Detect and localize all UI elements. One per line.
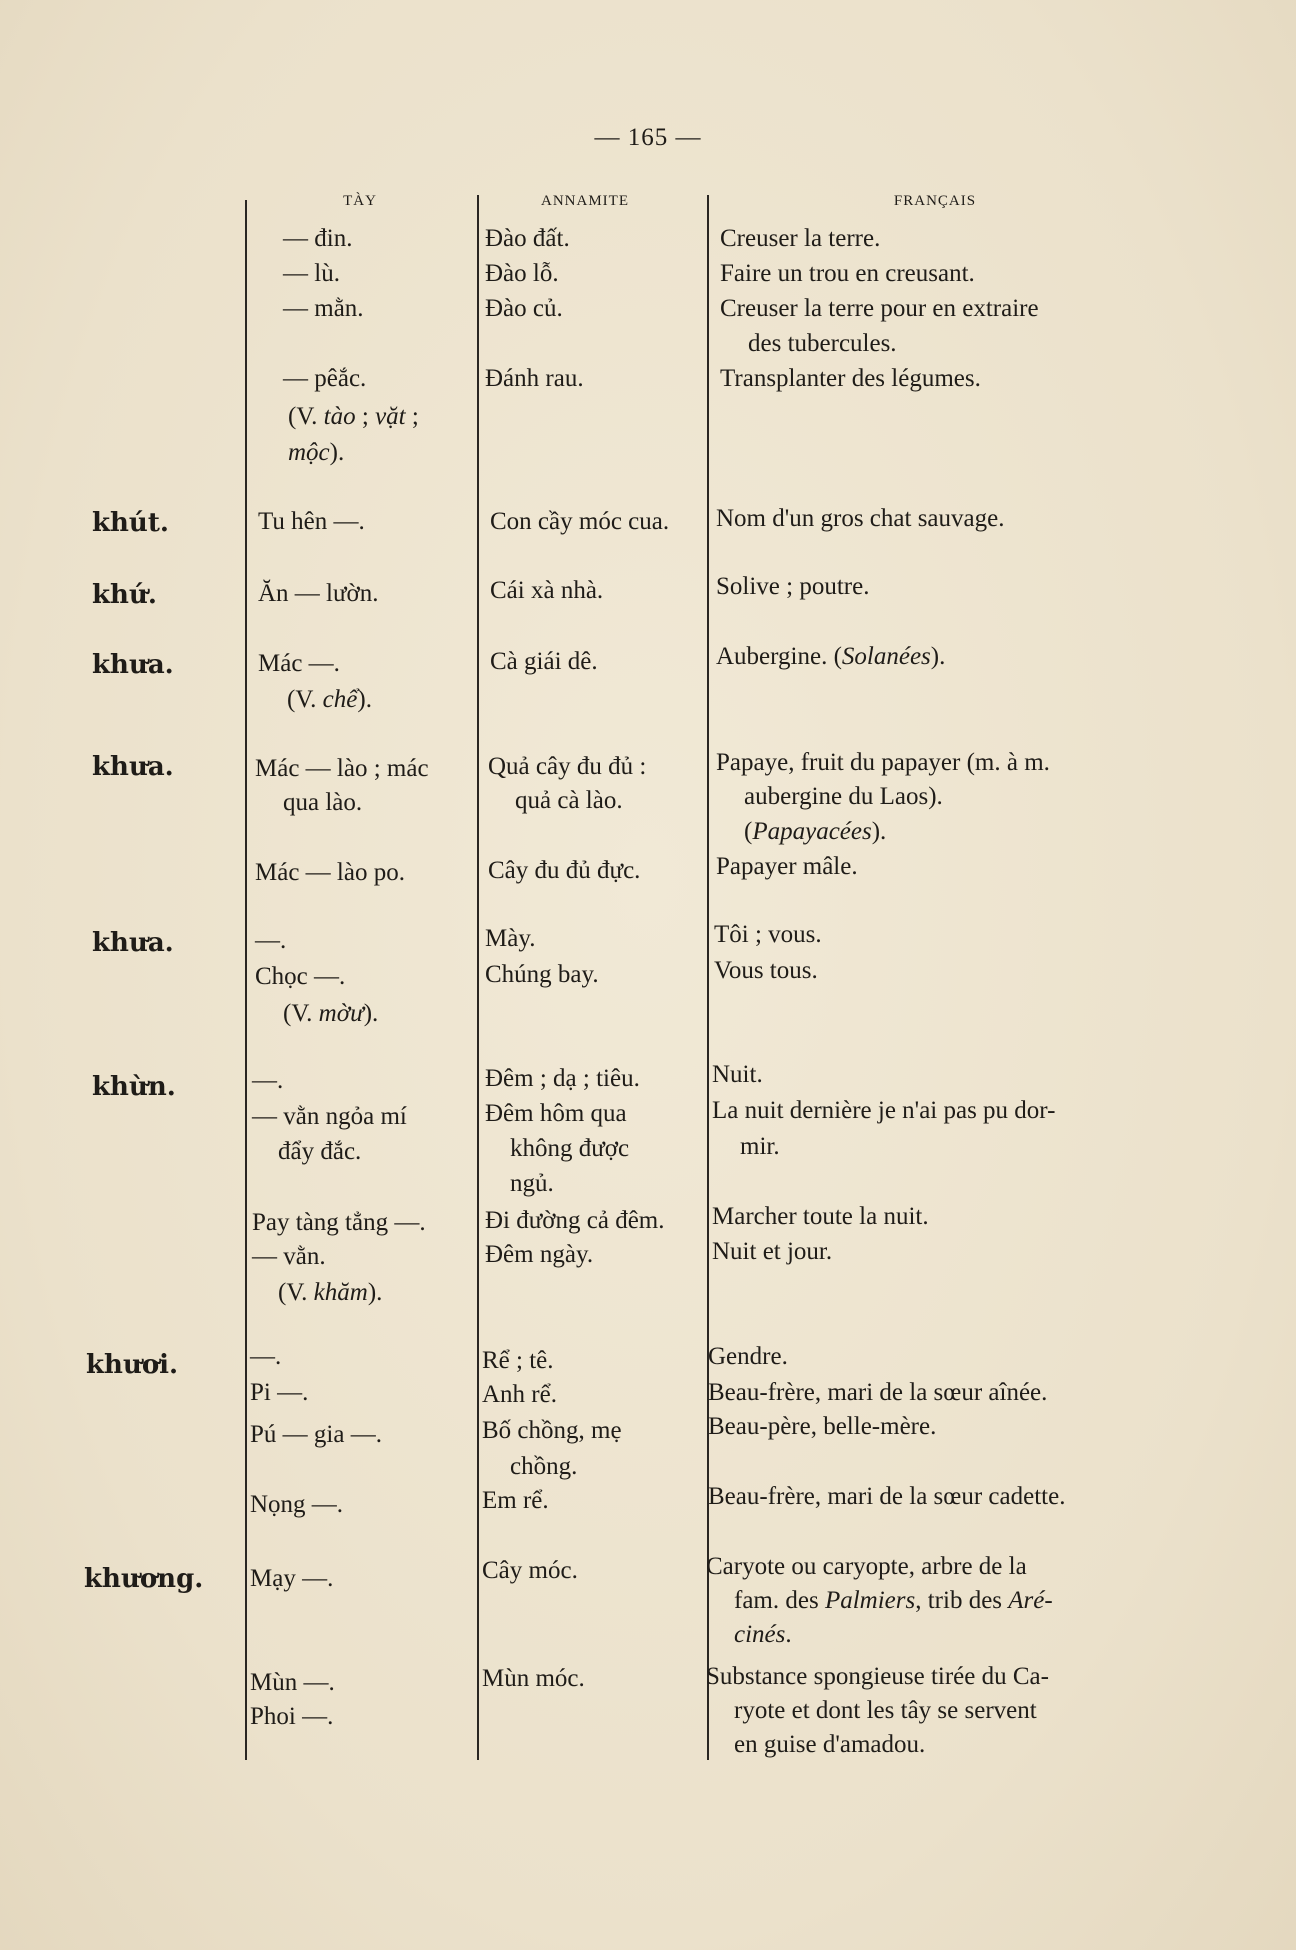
francais-line: Caryote ou caryopte, arbre de la <box>706 1553 1027 1580</box>
annamite-line: Đào lỗ. <box>485 260 559 287</box>
francais-line: Nom d'un gros chat sauvage. <box>716 505 1005 532</box>
headword: khứ. <box>92 580 157 610</box>
tay-line: Nọng —. <box>250 1491 344 1518</box>
tay-line: —. <box>250 1343 282 1370</box>
annamite-line: Đêm ; dạ ; tiêu. <box>485 1065 640 1092</box>
francais-line: Faire un trou en creusant. <box>720 260 975 287</box>
francais-line: mir. <box>740 1133 780 1160</box>
annamite-line: Đi đường cả đêm. <box>485 1207 665 1234</box>
tay-line: Mùn —. <box>250 1669 335 1696</box>
annamite-line: Đêm hôm qua <box>485 1100 627 1127</box>
francais-line: Creuser la terre. <box>720 225 881 252</box>
francais-line: (Papayacées). <box>744 818 887 845</box>
tay-line: Chọc —. <box>255 963 346 990</box>
annamite-line: Đêm ngày. <box>485 1241 594 1268</box>
francais-line: Beau-frère, mari de la sœur cadette. <box>708 1483 1066 1510</box>
francais-line: aubergine du Laos). <box>744 783 943 810</box>
headword: khưa. <box>92 752 174 782</box>
tay-line: Pi —. <box>250 1379 309 1406</box>
tay-line: — vằn ngỏa mí <box>252 1103 407 1130</box>
francais-line: Vous tous. <box>714 957 818 984</box>
francais-line: Gendre. <box>708 1343 788 1370</box>
annamite-line: Rể ; tê. <box>482 1347 554 1374</box>
francais-line: Transplanter des légumes. <box>720 365 981 392</box>
tay-line: — mằn. <box>283 295 364 322</box>
headword: khưa. <box>92 650 174 680</box>
tay-line: — đin. <box>283 225 353 252</box>
francais-line: Aubergine. (Solanées). <box>716 643 946 670</box>
annamite-line: Cây đu đủ đực. <box>488 857 641 884</box>
headword: khút. <box>92 508 169 538</box>
francais-line: Papayer mâle. <box>716 853 858 880</box>
column-rule-francais <box>707 195 709 1760</box>
annamite-line: không được <box>510 1135 630 1162</box>
annamite-line: Cây móc. <box>482 1557 578 1584</box>
annamite-line: chồng. <box>510 1453 578 1480</box>
francais-line: Solive ; poutre. <box>716 573 870 600</box>
headword: khưa. <box>92 928 174 958</box>
tay-line: Mác —. <box>258 650 340 677</box>
francais-line: Creuser la terre pour en extraire <box>720 295 1039 322</box>
tay-line: Phoi —. <box>250 1703 334 1730</box>
headword: khừn. <box>92 1072 176 1102</box>
francais-line: Nuit. <box>712 1061 763 1088</box>
annamite-line: Đánh rau. <box>485 365 584 392</box>
francais-line: cinés. <box>734 1621 792 1648</box>
francais-line: en guise d'amadou. <box>734 1731 926 1758</box>
headword: khươi. <box>86 1350 179 1380</box>
annamite-line: Con cầy móc cua. <box>490 508 670 535</box>
francais-line: des tubercules. <box>748 330 897 357</box>
francais-line: Nuit et jour. <box>712 1238 833 1265</box>
tay-line: mộc). <box>288 439 345 466</box>
francais-line: ryote et dont les tây se servent <box>734 1697 1037 1724</box>
tay-line: (V. tào ; vặt ; <box>288 403 419 430</box>
annamite-line: Quả cây đu đủ : <box>488 753 647 780</box>
annamite-line: Mùn móc. <box>482 1665 585 1692</box>
header-francais: FRANÇAIS <box>893 193 977 209</box>
page-number: — 165 — <box>594 124 702 151</box>
tay-line: —. <box>252 1067 284 1094</box>
francais-line: La nuit dernière je n'ai pas pu dor- <box>712 1097 1056 1124</box>
tay-line: qua lào. <box>283 789 363 816</box>
tay-line: (V. chể). <box>287 686 372 713</box>
annamite-line: Cái xà nhà. <box>490 577 604 604</box>
tay-line: Tu hên —. <box>258 508 365 535</box>
tay-line: —. <box>255 927 287 954</box>
tay-line: Mác — lào ; mác <box>255 755 429 782</box>
annamite-line: Cà giái dê. <box>490 648 598 675</box>
tay-line: (V. khăm). <box>278 1279 383 1306</box>
annamite-line: Anh rể. <box>482 1381 557 1408</box>
francais-line: Papaye, fruit du papayer (m. à m. <box>716 749 1050 776</box>
tay-line: Mạy —. <box>250 1565 334 1592</box>
francais-line: Tôi ; vous. <box>714 921 822 948</box>
annamite-line: Đào củ. <box>485 295 563 322</box>
annamite-line: ngủ. <box>510 1170 554 1197</box>
header-annamite: ANNAMITE <box>541 193 629 209</box>
tay-line: Mác — lào po. <box>255 859 405 886</box>
francais-line: Beau-père, belle-mère. <box>708 1413 937 1440</box>
francais-line: Beau-frère, mari de la sœur aînée. <box>708 1379 1048 1406</box>
annamite-line: Em rể. <box>482 1487 549 1514</box>
francais-line: fam. des Palmiers, trib des Aré- <box>734 1587 1053 1614</box>
tay-line: đẩy đắc. <box>278 1138 362 1165</box>
tay-line: (V. mờư). <box>283 1000 379 1027</box>
tay-line: — vằn. <box>252 1243 326 1270</box>
annamite-line: Đào đất. <box>485 225 570 252</box>
header-tay: TÀY <box>343 193 377 209</box>
annamite-line: quả cà lào. <box>515 787 623 814</box>
tay-line: — lù. <box>283 260 340 287</box>
francais-line: Substance spongieuse tirée du Ca- <box>706 1663 1049 1690</box>
headword: khương. <box>84 1564 204 1594</box>
column-rule-tay <box>245 200 247 1760</box>
column-rule-annamite <box>477 195 479 1760</box>
annamite-line: Bố chồng, mẹ <box>482 1417 622 1444</box>
tay-line: — pêắc. <box>283 365 367 392</box>
annamite-line: Mày. <box>485 925 536 952</box>
tay-line: Ăn — lườn. <box>258 580 379 607</box>
francais-line: Marcher toute la nuit. <box>712 1203 929 1230</box>
tay-line: Pú — gia —. <box>250 1421 382 1448</box>
tay-line: Pay tàng tẳng —. <box>252 1209 426 1236</box>
annamite-line: Chúng bay. <box>485 961 599 988</box>
